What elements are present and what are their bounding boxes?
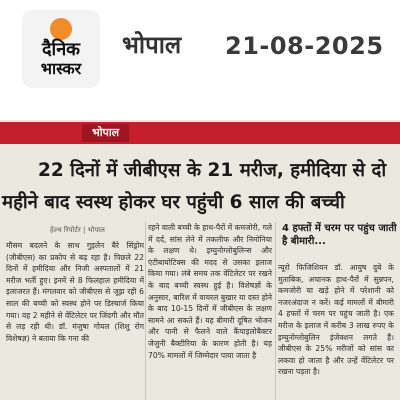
logo-line-2: भास्कर — [40, 59, 82, 78]
column-divider — [145, 222, 146, 400]
sun-icon — [50, 18, 72, 40]
logo-line-1: दैनिक — [41, 39, 81, 60]
page-header — [0, 0, 400, 120]
article-column-1: मौसम बदलने के साथ गुइलेन बैरे सिंड्रोम (जीबीएस) का प्रकोप से बढ़ रहा है। पिछले 22 दिनों में हमीदिया और निजी अस्पतालों में 21 मरीज भर्ती हुए। इनमें से 8 फिलहाल हमीदिया में इलाजरत हैं। मंगलवार को जीबीएस से जूझ रही 6 साल की बच्ची को स्वस्थ होने पर डिस्चार्ज किया गया। वह 2 महीने से वेंटिलेटर पर जिंदगी और मौत से लड़ रही थी। डॉ. मंजुषा गोयल (शिशु रोग विशेषज्ञ) ने बताया कि गना की — [6, 241, 144, 343]
section-band — [0, 122, 400, 144]
byline: हेल्थ रिपोर्टर | भोपाल — [50, 226, 105, 234]
column-3-subheading: 4 हफ्तों में चरम पर पहुंच जाती है बीमारी... — [282, 223, 397, 247]
edition-city: भोपाल — [122, 31, 182, 59]
headline-line-1: 22 दिनों में जीबीएस के 21 मरीज, हमीदिया से दो — [38, 160, 387, 181]
edition-date: 21-08-2025 — [225, 32, 384, 60]
column-divider — [275, 222, 276, 400]
article-column-2: रहने वाली बच्ची के हाथ-पैरों में कमजोरी, गले में दर्द, सांस लेने में तकलीफ और निमोनिया के लक्षण थे। इम्युनोग्लोबुलिन्स और एंटीबायोटिक्स की मदद से उसका इलाज किया गया। लंबे समय तक वेंटिलेटर पर रखने के बाद बच्ची स्वस्थ हुई है। विशेषज्ञों के अनुसार, बारिश में वायरल बुखार या दस्त होने के बाद 10-15 दिनों में जीबीएस के लक्षण सामने आ सकते हैं। यह बीमारी दूषित भोजन और पानी से फैलने वाले कैंपाइलोबैक्टर जेजुनी बैक्टीरिया के कारण होती है। यह 70% मामलों में जिम्मेदार पाया जाता है — [148, 223, 272, 360]
dainik-bhaskar-logo[interactable] — [22, 10, 100, 88]
article-column-3: न्यूरो फिजिशियन डॉ. आयुष दुबे के मुताबिक, अचानक हाथ-पैरों में सुन्नपन, कमजोरी या खड़े होने में परेशानी को नजरअंदाज न करें। कई मामलों में बीमारी 4 हफ्तों में चरम पर पहुंच जाती है। एक मरीज के इलाज में करीब 3 लाख रुपए के इम्युनोग्लोबुलिन इंजेक्शन लगते हैं। जीबीएस के 25% मरीजों को सांस का लकवा हो जाता है और उन्हें वेंटिलेटर पर रखना पड़ता है। — [278, 263, 394, 377]
headline-line-2: महीने बाद स्वस्थ होकर घर पहुंची 6 साल की बच्ची — [2, 192, 345, 213]
section-tab: भोपाल — [82, 124, 129, 142]
